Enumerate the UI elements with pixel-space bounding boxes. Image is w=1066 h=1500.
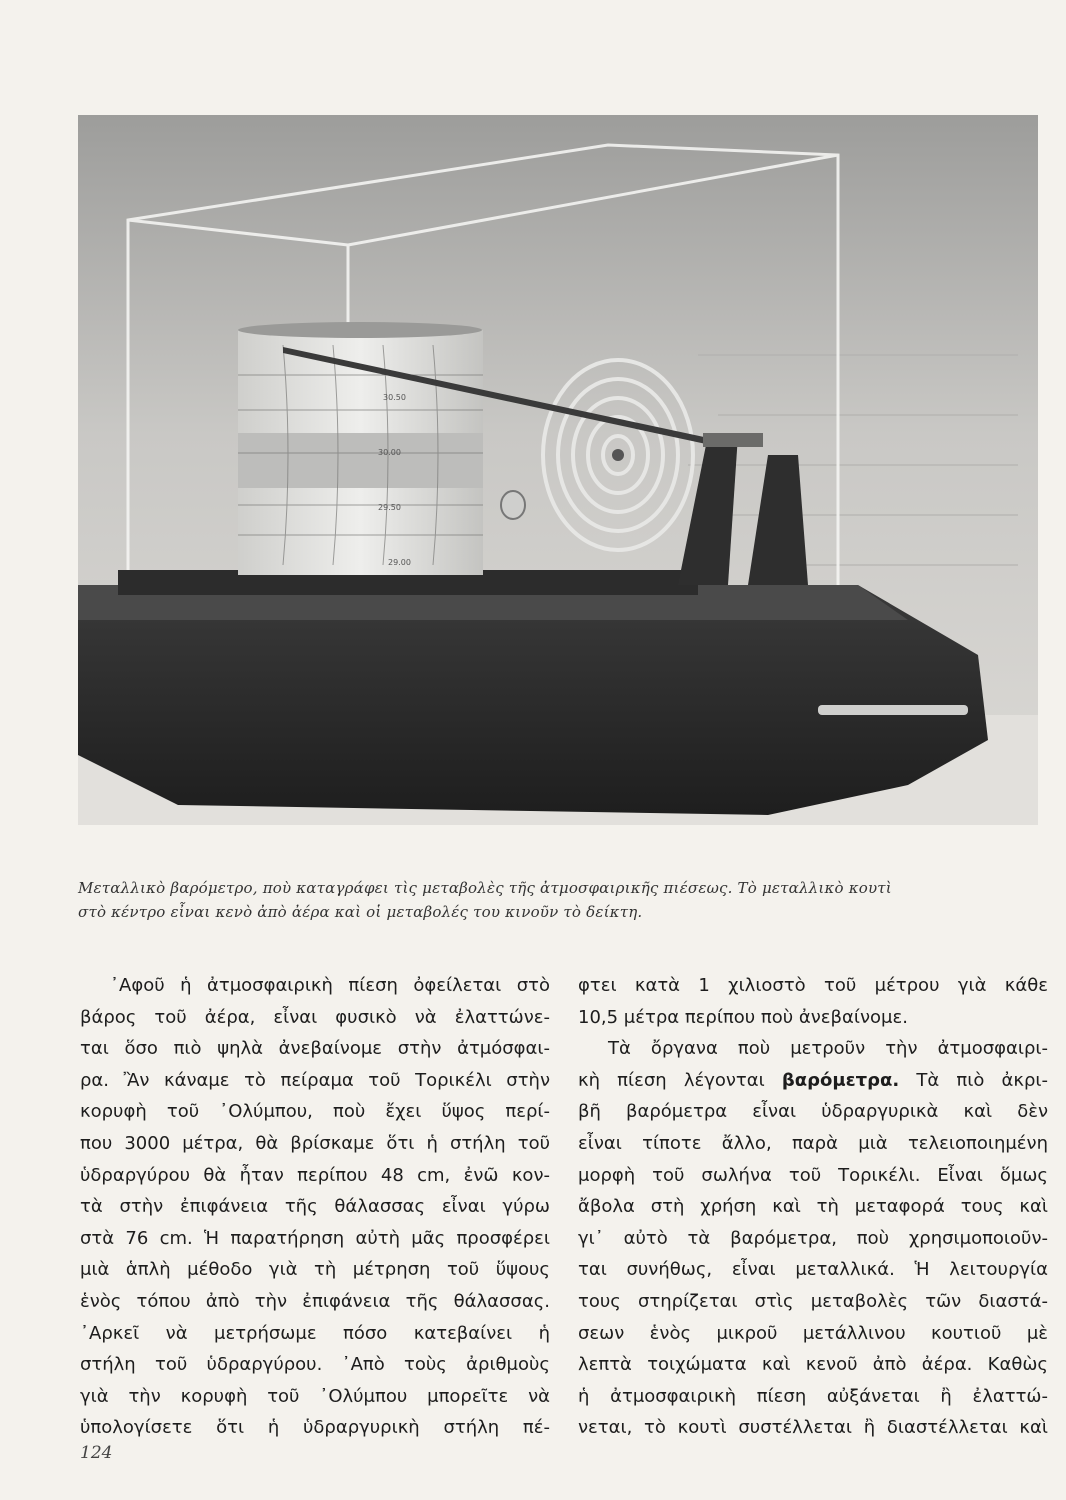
right-line: νεται, τὸ κουτὶ συστέλλεται ἢ διαστέλλεται καὶ <box>578 1417 1048 1439</box>
chart-label-2900: 29.00 <box>388 558 411 567</box>
chart-label-3050: 30.50 <box>383 393 406 402</box>
left-line: ὑδραργύρου θὰ ἦταν περίπου 48 cm, ἐνῶ κον- <box>80 1164 550 1186</box>
caption-line-1: Μεταλλικὸ βαρόμετρο, ποὺ καταγράφει τὶς μεταβολὲς τῆς ἀτμοσφαιρικῆς πιέσεως. Τὸ μεταλλικὸ κουτὶ <box>78 879 892 897</box>
right-line: φτει κατὰ 1 χιλιοστὸ τοῦ μέτρου γιὰ κάθε <box>578 975 1048 996</box>
right-line-with-term <box>578 1065 1048 1097</box>
right-line: τους στηρίζεται στὶς μεταβολὲς τῶν διαστά- <box>578 1290 1048 1312</box>
right-line: ται συνήθως, εἶναι μεταλλικά. Ἡ λειτουργία <box>578 1259 1048 1281</box>
left-column <box>80 970 550 1444</box>
right-line: ἡ ἀτμοσφαιρικὴ πίεση αὐξάνεται ἢ ἐλαττώ- <box>578 1385 1048 1407</box>
right-line: 10,5 μέτρα περίπου ποὺ ἀνεβαίνομε. <box>578 1006 908 1028</box>
right-line: σεων ἑνὸς μικροῦ μετάλλινου κουτιοῦ μὲ <box>578 1322 1048 1344</box>
right-line: βῆ βαρόμετρα εἶναι ὑδραργυρικὰ καὶ δὲν <box>578 1101 1048 1123</box>
barograph-illustration <box>78 115 1038 825</box>
left-line: στὰ 76 cm. Ἡ παρατήρηση αὐτὴ μᾶς προσφέρει <box>80 1227 550 1249</box>
left-line: κορυφὴ τοῦ ᾿Ολύμπου, ποὺ ἔχει ὕψος περί- <box>80 1101 550 1123</box>
right-line: γι᾿ αὐτὸ τὰ βαρόμετρα, ποὺ χρησιμοποιοῦν- <box>578 1227 1048 1249</box>
key-term-barometers: βαρόμετρα. <box>781 1069 900 1091</box>
right-line: ἄβολα στὴ χρήση καὶ τὴ μεταφορά τους καὶ <box>578 1196 1048 1218</box>
left-line: στήλη τοῦ ὑδραργύρου. ᾿Απὸ τοὺς ἀριθμοὺς <box>80 1354 550 1376</box>
left-line: μιὰ ἁπλὴ μέθοδο γιὰ τὴ μέτρηση τοῦ ὕψους <box>80 1259 550 1281</box>
left-line: ᾿Αφοῦ ἡ ἀτμοσφαιρικὴ πίεση ὀφείλεται στὸ <box>110 975 550 996</box>
figure-caption <box>78 876 1038 924</box>
right-line: μορφὴ τοῦ σωλήνα τοῦ Τορικέλι. Εἶναι ὅμως <box>578 1164 1048 1186</box>
right-column <box>578 970 1048 1444</box>
left-line: ρα. Ἂν κάναμε τὸ πείραμα τοῦ Τορικέλι στὴν <box>80 1069 550 1091</box>
left-line: γιὰ τὴν κορυφὴ τοῦ ᾿Ολύμπου μπορεῖτε νὰ <box>80 1385 550 1407</box>
left-line: ται ὅσο πιὸ ψηλὰ ἀνεβαίνομε στὴν ἀτμόσφαι- <box>80 1038 550 1060</box>
left-line: βάρος τοῦ ἀέρα, εἶναι φυσικὸ νὰ ἐλαττώνε- <box>80 1006 550 1028</box>
right-line-part: Τὰ πιὸ ἀκρι- <box>899 1069 1048 1091</box>
chart-label-3000: 30.00 <box>378 448 401 457</box>
left-line: που 3000 μέτρα, θὰ βρίσκαμε ὅτι ἡ στήλη τοῦ <box>80 1132 550 1154</box>
barograph-photo <box>78 115 1038 825</box>
left-line: ἑνὸς τόπου ἀπὸ τὴν ἐπιφάνεια τῆς θάλασσας. <box>80 1290 550 1312</box>
right-line: εἶναι τίποτε ἄλλο, παρὰ μιὰ τελειοποιημένη <box>578 1132 1048 1154</box>
left-line: τὰ στὴν ἐπιφάνεια τῆς θάλασσας εἶναι γύρω <box>80 1196 550 1218</box>
right-line-part: κὴ πίεση λέγονται <box>578 1069 782 1091</box>
right-line: λεπτὰ τοιχώματα καὶ κενοῦ ἀπὸ ἀέρα. Καθὼς <box>578 1354 1048 1376</box>
chart-label-2950: 29.50 <box>378 503 401 512</box>
page-number: 124 <box>80 1443 113 1463</box>
right-line: Τὰ ὄργανα ποὺ μετροῦν τὴν ἀτμοσφαιρι- <box>608 1038 1048 1060</box>
caption-line-2: στὸ κέντρο εἶναι κενὸ ἀπὸ ἀέρα καὶ οἱ μεταβολές του κινοῦν τὸ δείκτη. <box>78 903 643 921</box>
left-line: ᾿Αρκεῖ νὰ μετρήσωμε πόσο κατεβαίνει ἡ <box>80 1322 550 1344</box>
left-line: ὑπολογίσετε ὅτι ἡ ὑδραργυρικὴ στήλη πέ- <box>80 1417 550 1439</box>
